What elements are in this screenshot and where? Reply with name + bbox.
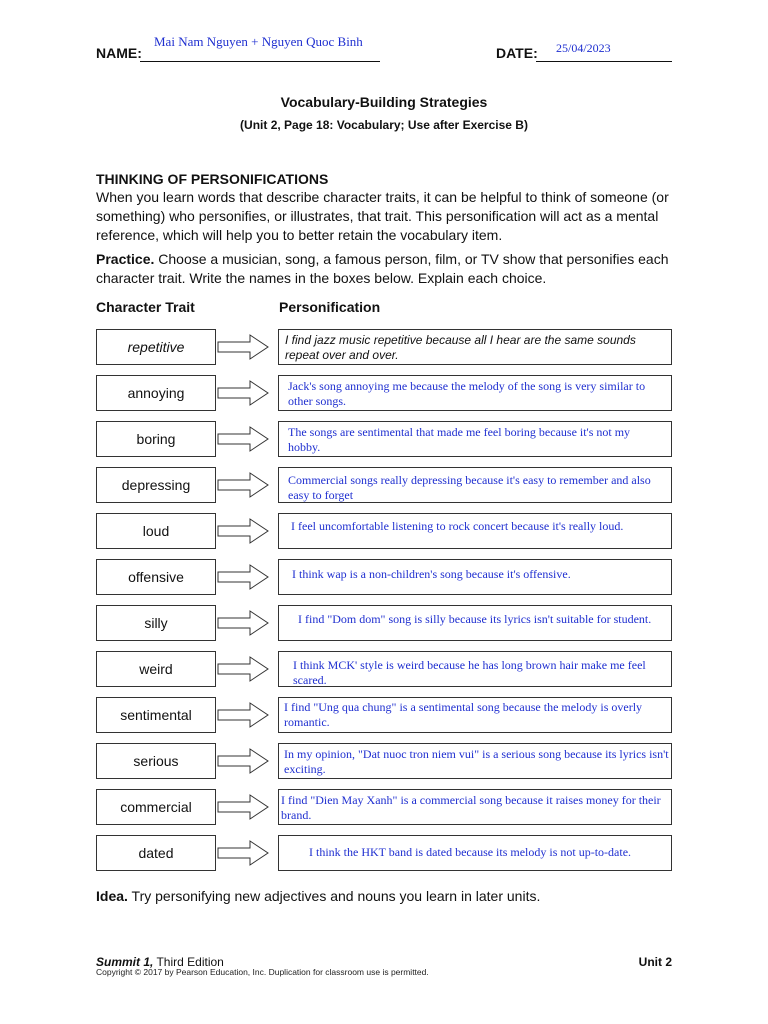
personification-box[interactable] [278,605,672,641]
trait-label: sentimental [120,707,192,723]
trait-box [96,789,216,825]
arrow-right-icon [216,743,272,779]
column-heading-trait: Character Trait [96,299,195,315]
trait-box [96,467,216,503]
personification-box[interactable] [278,651,672,687]
personification-box[interactable] [278,789,672,825]
arrow-right-icon [216,559,272,595]
column-heading-personification: Personification [279,299,381,315]
trait-box [96,375,216,411]
trait-box [96,605,216,641]
arrow-right-icon [216,835,272,871]
trait-box [96,835,216,871]
footer-copyright: Copyright © 2017 by Pearson Education, Inc. Duplication for classroom use is permitted. [96,967,429,977]
personification-box[interactable] [278,421,672,457]
personification-box[interactable] [278,559,672,595]
trait-box [96,421,216,457]
arrow-right-icon [216,421,272,457]
trait-label: silly [144,615,168,631]
page-title: Vocabulary-Building Strategies [280,94,488,110]
personification-box[interactable] [278,835,672,871]
personification-box[interactable] [278,697,672,733]
trait-label: annoying [127,385,185,401]
trait-label: commercial [120,799,192,815]
idea-label: Idea. [96,888,128,904]
trait-label: offensive [128,569,184,585]
personification-text: I think wap is a non-children's song because it's offensive. [292,567,571,581]
trait-box [96,329,216,365]
practice-text: Choose a musician, song, a famous person, film, or TV show that personifies each character trait. Write the names in the boxes below. Explain each choice. [96,251,669,286]
trait-label: weird [139,661,173,677]
idea-text: Try personifying new adjectives and nouns you learn in later units. [127,888,541,904]
practice-label: Practice. [96,251,155,267]
intro-paragraph: When you learn words that describe character traits, it can be helpful to think of someone (or something) who personifies, or illustrates, that trait. This personification will act as a mental reference, which will help you to better retain the vocabulary item. [96,189,669,243]
personification-text: I find "Dien May Xanh" is a commercial song because it raises money for their brand. [281,793,661,822]
personification-text: I find "Dom dom" song is silly because its lyrics isn't suitable for student. [298,612,652,626]
personification-box[interactable] [278,743,672,779]
trait-label: boring [136,431,176,447]
trait-box [96,743,216,779]
personification-box[interactable] [278,513,672,549]
trait-box [96,513,216,549]
trait-label: dated [138,845,174,861]
trait-box [96,651,216,687]
personification-text: I feel uncomfortable listening to rock concert because it's really loud. [291,519,624,533]
footer-book-title: Summit 1, [96,955,154,969]
arrow-right-icon [216,789,272,825]
personification-box[interactable] [278,467,672,503]
name-label: NAME: [96,45,142,61]
section-heading: THINKING OF PERSONIFICATIONS [96,171,329,187]
arrow-right-icon [216,697,272,733]
name-value[interactable]: Mai Nam Nguyen + Nguyen Quoc Binh [154,34,363,49]
page-subtitle: (Unit 2, Page 18: Vocabulary; Use after Exercise B) [240,118,528,132]
footer-unit: Unit 2 [638,955,672,969]
arrow-right-icon [216,605,272,641]
personification-text: I find "Ung qua chung" is a sentimental song because the melody is overly romantic. [284,700,643,729]
practice-paragraph [96,250,676,288]
personification-text: I think the HKT band is dated because its melody is not up-to-date. [309,845,632,859]
trait-box [96,697,216,733]
arrow-right-icon [216,651,272,687]
personification-box[interactable] [278,329,672,365]
trait-label: repetitive [127,339,185,355]
arrow-right-icon [216,513,272,549]
arrow-right-icon [216,467,272,503]
trait-label: loud [142,523,170,539]
personification-text: Jack's song annoying me because the melody of the song is very similar to other songs. [288,379,646,408]
date-label: DATE: [496,45,538,61]
footer-edition: Third Edition [153,955,224,969]
arrow-right-icon [216,375,272,411]
date-value[interactable]: 25/04/2023 [556,41,611,55]
trait-box [96,559,216,595]
personification-text: I think MCK' style is weird because he has long brown hair make me feel scared. [293,658,646,687]
personification-text: I find jazz music repetitive because all I hear are the same sounds repeat over and over. [285,333,636,362]
personification-text: In my opinion, "Dat nuoc tron niem vui" is a serious song because its lyrics isn't exciting. [284,747,669,776]
idea-line [96,887,540,906]
personification-text: Commercial songs really depressing because it's easy to remember and also easy to forget [288,473,651,502]
trait-label: depressing [121,477,191,493]
trait-label: serious [133,753,179,769]
arrow-right-icon [216,329,272,365]
personification-text: The songs are sentimental that made me feel boring because it's not my hobby. [288,425,631,454]
personification-box[interactable] [278,375,672,411]
